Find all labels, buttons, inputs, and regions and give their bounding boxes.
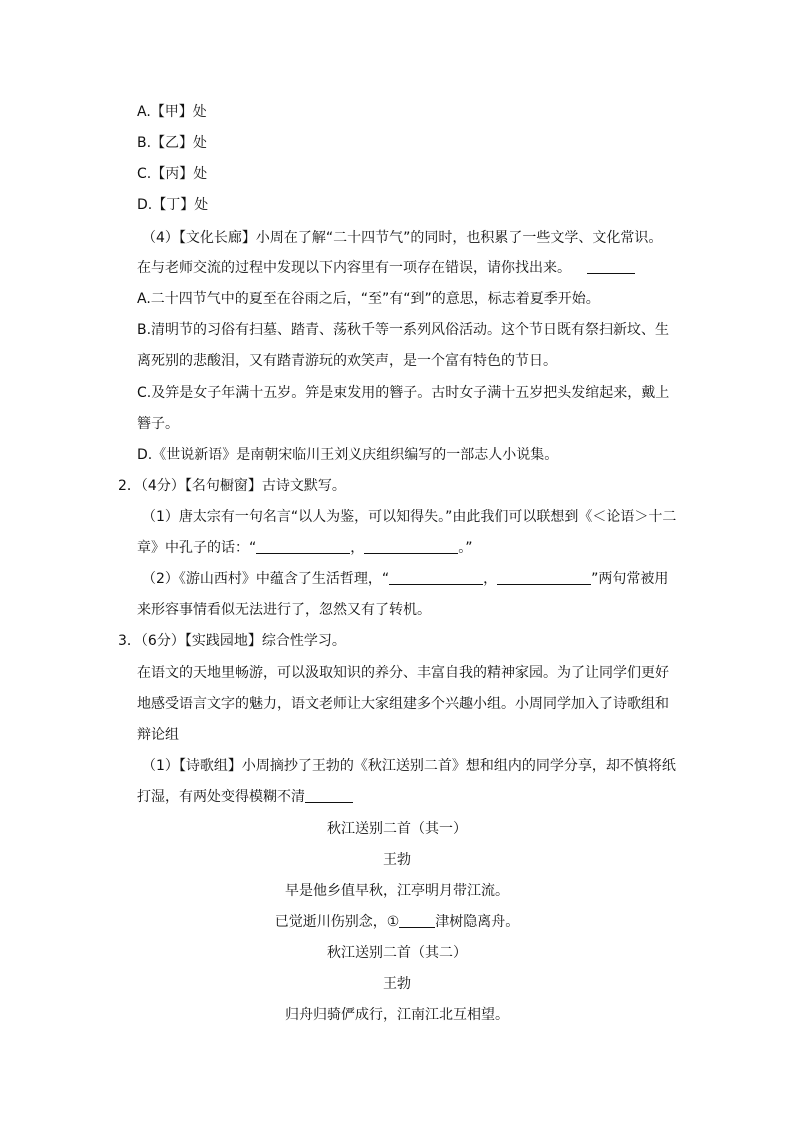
poem-author-2: 王勃 — [383, 976, 411, 992]
q1-part4-option-d: D.《世说新语》是南朝宋临川王刘义庆组织编写的一部志人小说集。 — [137, 447, 559, 463]
q2-part2-line2: 来形容事情看似无法进行了，忽然又有了转机。 — [137, 602, 431, 618]
q2-part2-line1 — [142, 569, 668, 589]
answer-blank — [497, 570, 591, 585]
answer-blank — [305, 788, 353, 803]
q1-part4-option-b-line2: 离死别的悲酸泪，又有踏青游玩的欢笑声，是一个富有特色的节日。 — [137, 353, 557, 369]
q2-part2-comma: ， — [483, 571, 498, 587]
answer-blank — [256, 539, 350, 554]
q1-part4-stem-line1: （4）【文化长廊】小周在了解“二十四节气”的同时，也积累了一些文学、文化常识。 — [142, 230, 663, 246]
q1-part4-option-a: A.二十四节气中的夏至在谷雨之后，“至”有“到”的意思，标志着夏季开始。 — [137, 291, 600, 307]
poem-line-2-suffix: 津树隐离舟。 — [435, 914, 520, 930]
poem-line-2 — [0, 912, 794, 932]
q1-option-d: D.【丁】处 — [137, 197, 209, 213]
q2-part2-suffix: ”两句常被用 — [591, 571, 669, 587]
q1-part4-option-c-line2: 簪子。 — [137, 416, 179, 432]
q1-part4-option-b-line1: B.清明节的习俗有扫墓、踏青、荡秋千等一系列风俗活动。这个节日既有祭扫新坟、生 — [137, 322, 670, 338]
q1-option-c: C.【丙】处 — [137, 166, 208, 182]
q3-part1-line1: （1）【诗歌组】小周摘抄了王勃的《秋江送别二首》想和组内的同学分享，却不慎将纸 — [142, 758, 676, 774]
poem-blank-1 — [399, 913, 435, 928]
q1-part4-stem-line2 — [137, 258, 635, 278]
q2-part1-line2 — [137, 538, 473, 558]
q2-part1-comma: ， — [350, 540, 365, 556]
q3-part1-text: 打湿，有两处变得模糊不清 — [137, 789, 305, 805]
q1-option-b: B.【乙】处 — [137, 135, 208, 151]
poem-line-1: 早是他乡值早秋，江亭明月带江流。 — [285, 883, 509, 899]
q3-intro-line3: 辩论组 — [137, 727, 179, 743]
q3-intro-line2: 地感受语言文字的魅力，语文老师让大家组建多个兴趣小组。小周同学加入了诗歌组和 — [137, 696, 669, 712]
answer-blank — [389, 570, 483, 585]
q2-part1-line1: （1）唐太宗有一句名言“以人为鉴，可以知得失。”由此我们可以联想到《＜论语＞十二 — [142, 509, 677, 525]
q2-part1-suffix: 。” — [458, 540, 473, 556]
q3-heading: 3．（6分）【实践园地】综合性学习。 — [118, 633, 346, 649]
answer-blank — [364, 539, 458, 554]
q1-part4-option-c-line1: C.及笄是女子年满十五岁。笄是束发用的簪子。古时女子满十五岁把头发绾起来，戴上 — [137, 385, 670, 401]
q1-option-a: A.【甲】处 — [137, 104, 207, 120]
poem-author-1: 王勃 — [383, 852, 411, 868]
q2-part2-prefix: （2）《游山西村》中蕴含了生活哲理，“ — [142, 571, 390, 587]
q1-part4-stem-text: 在与老师交流的过程中发现以下内容里有一项存在错误，请你找出来。 — [137, 260, 571, 276]
q2-heading: 2．（4分）【名句橱窗】古诗文默写。 — [118, 478, 346, 494]
q3-intro-line1: 在语文的天地里畅游，可以汲取知识的养分、丰富自我的精神家园。为了让同学们更好 — [137, 665, 669, 681]
poem-line-3: 归舟归骑俨成行，江南江北互相望。 — [285, 1007, 509, 1023]
q2-part1-prefix: 章》中孔子的话：“ — [137, 540, 257, 556]
poem-title-2: 秋江送别二首（其二） — [327, 945, 467, 961]
answer-blank — [587, 259, 635, 274]
q3-part1-line2 — [137, 787, 353, 807]
poem-title-1: 秋江送别二首（其一） — [327, 821, 467, 837]
poem-line-2-prefix: 已觉逝川伤别念，① — [274, 914, 400, 930]
